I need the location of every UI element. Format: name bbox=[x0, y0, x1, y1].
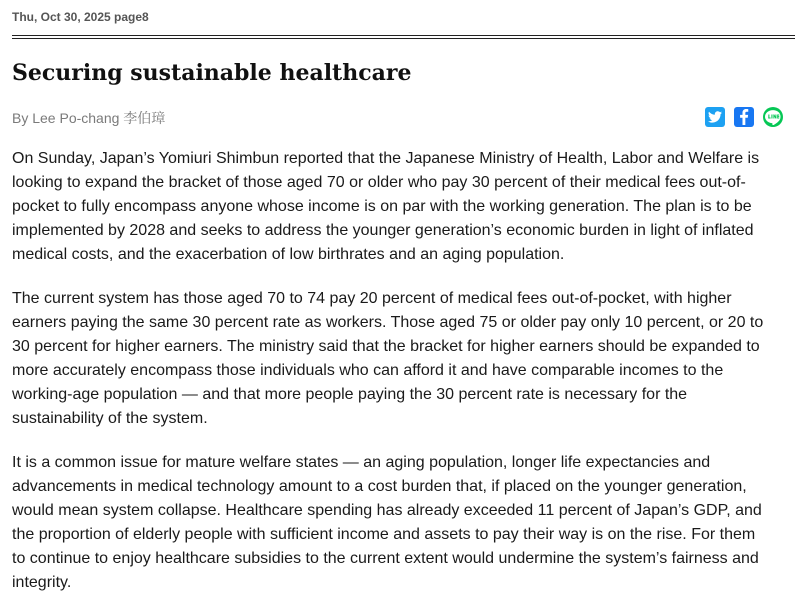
twitter-share-button[interactable] bbox=[705, 107, 725, 127]
paragraph-1: On Sunday, Japan’s Yomiuri Shimbun reported that the Japanese Ministry of Health, Labor and Welfare is looking to expand the bracket of those aged 70 or older who pay 30 percent of their medical fees out-of-pocket to fully encompass anyone whose income is on par with the working generation. The plan is to be implemented by 2028 and seeks to address the younger generation’s economic burden in light of inflated medical costs, and the exacerbation of low birthrates and an aging population. bbox=[12, 150, 760, 263]
article-body bbox=[12, 147, 772, 615]
article-title: Securing sustainable healthcare bbox=[12, 60, 412, 86]
facebook-share-button[interactable] bbox=[734, 107, 754, 127]
header-divider bbox=[12, 35, 795, 39]
facebook-icon bbox=[739, 109, 749, 125]
twitter-icon bbox=[708, 111, 722, 123]
dateline: Thu, Oct 30, 2025 page8 bbox=[12, 10, 149, 24]
byline[interactable]: By Lee Po-chang 李伯璋 bbox=[12, 110, 166, 126]
share-buttons bbox=[705, 107, 783, 127]
paragraph-2: The current system has those aged 70 to 74 pay 20 percent of medical fees out-of-pocket, with higher earners paying the same 30 percent rate as workers. Those aged 75 or older pay only 10 percent, or 20 to 30 percent for higher earners. The ministry said that the bracket for higher earners should be expanded to more accurately encompass those individuals who can afford it and have comparable incomes to the working-age population — and that more people paying the 30 percent rate is necessary for the sustainability of the system. bbox=[12, 290, 764, 427]
paragraph-3: It is a common issue for mature welfare states — an aging population, longer life expectancies and advancements in medical technology amount to a cost burden that, if placed on the younger generation, would mean system collapse. Healthcare spending has already exceeded 11 percent of Japan’s GDP, and the proportion of elderly people with sufficient income and assets to pay their way is on the rise. For them to continue to enjoy healthcare subsidies to the current extent would undermine the system’s fairness and integrity. bbox=[12, 454, 762, 591]
line-share-button[interactable] bbox=[763, 107, 783, 127]
line-icon bbox=[765, 110, 781, 125]
